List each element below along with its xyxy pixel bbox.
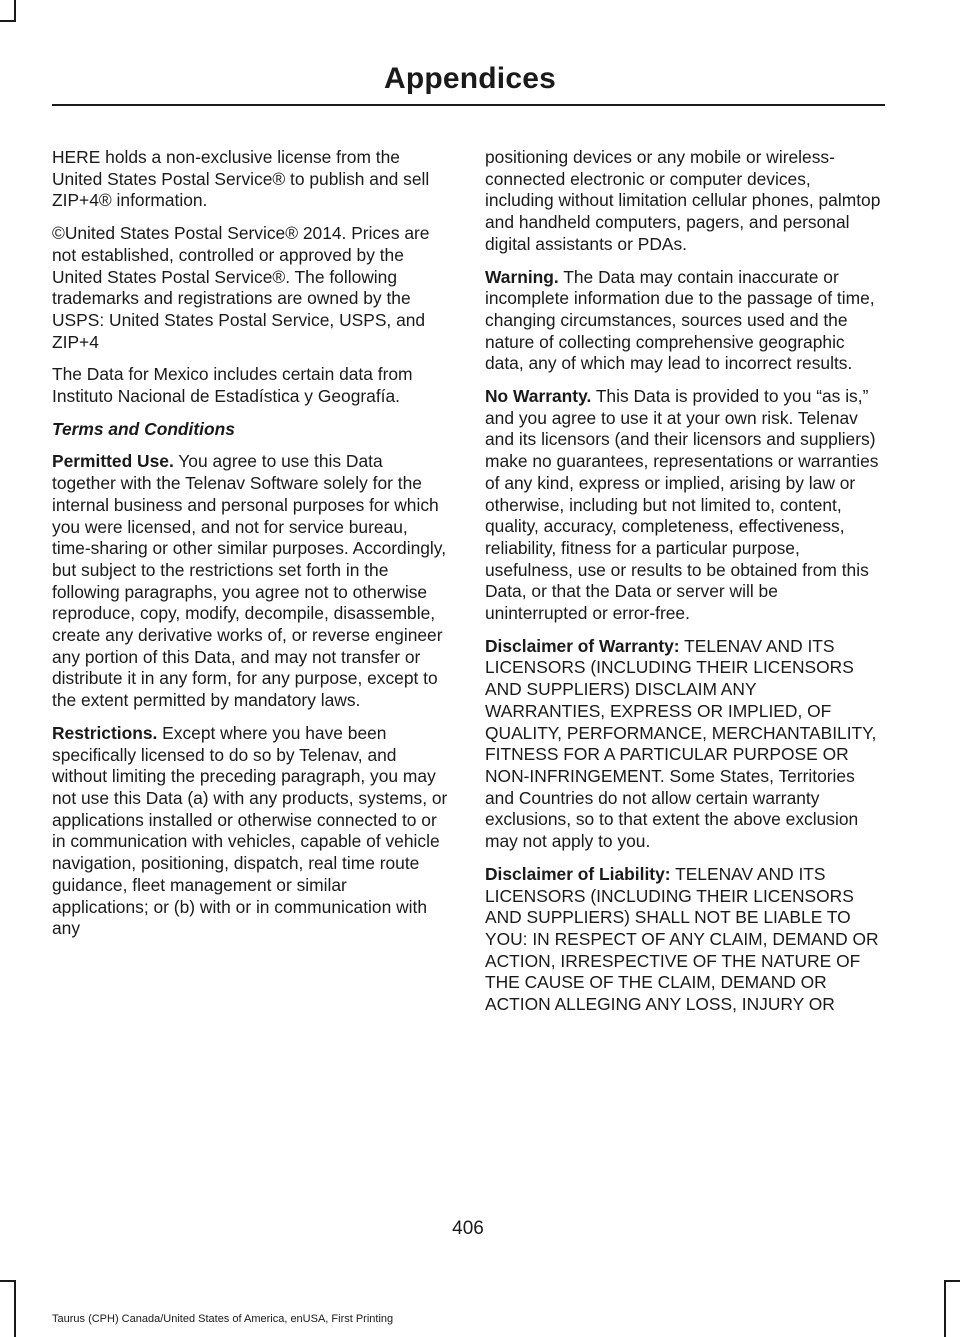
paragraph-lead: Restrictions. <box>52 722 158 743</box>
paragraph: The Data for Mexico includes certain data from Instituto Nacional de Estadística y Geografía. <box>52 364 413 407</box>
left-column <box>52 147 448 951</box>
paragraph-lead: Permitted Use. <box>52 451 174 472</box>
paragraph <box>52 723 448 940</box>
paragraph-body: You agree to use this Data together with the Telenav Software solely for the internal business and personal purposes for which you were licensed, and not for service bureau, time-sharing or other similar purposes. Accordingly, but subject to the restrictions set forth in the following paragraphs, you agree not to otherwise reproduce, copy, modify, decompile, disassemble, create any derivative works of, or reverse engineer any portion of this Data, and may not transfer or distribute it in any form, for any purpose, except to the extent permitted by mandatory laws. <box>52 451 447 711</box>
crop-mark <box>0 20 16 22</box>
paragraph-lead: Disclaimer of Liability: <box>485 863 671 884</box>
header-divider <box>52 104 885 106</box>
right-column <box>485 147 881 1027</box>
paragraph-body: TELENAV AND ITS LICENSORS (INCLUDING THEIR LICENSORS AND SUPPLIERS) DISCLAIM ANY WARRANTIES, EXPRESS OR IMPLIED, OF QUALITY, PERFORMANCE, MERCHANTABILITY, FITNESS FOR A PARTICULAR PURPOSE OR NON-INFRINGEMENT. Some States, Territories and Countries do not allow certain warranty exclusions, so to that extent the above exclusion may not apply to you. <box>485 635 877 852</box>
paragraph <box>485 636 881 853</box>
paragraph-body: Except where you have been specifically licensed to do so by Telenav, and without limiting the preceding paragraph, you may not use this Data (a) with any products, systems, or applications installed or otherwise connected to or in communication with vehicles, capable of vehicle navigation, positioning, dispatch, real time route guidance, fleet management or similar applications; or (b) with or in communication with any <box>52 722 448 939</box>
paragraph-lead: No Warranty. <box>485 386 592 407</box>
paragraph: HERE holds a non-exclusive license from the United States Postal Service® to publish and sell ZIP+4® information. <box>52 147 430 211</box>
crop-mark <box>944 1280 960 1282</box>
crop-mark <box>14 1280 16 1337</box>
paragraph <box>485 864 881 1016</box>
section-heading: Terms and Conditions <box>52 418 235 439</box>
page-number: 406 <box>452 1218 484 1239</box>
paragraph-body: The Data may contain inaccurate or incomplete information due to the passage of time, changing circumstances, sources used and the nature of collecting comprehensive geographic data, any of which may lead to incorrect results. <box>485 266 875 374</box>
paragraph <box>52 451 448 711</box>
paragraph-body: TELENAV AND ITS LICENSORS (INCLUDING THEIR LICENSORS AND SUPPLIERS) SHALL NOT BE LIABLE TO YOU: IN RESPECT OF ANY CLAIM, DEMAND OR ACTION, IRRESPECTIVE OF THE NATURE OF THE CAUSE OF THE CLAIM, DEMAND OR ACTION ALLEGING ANY LOSS, INJURY OR <box>485 863 879 1015</box>
paragraph: positioning devices or any mobile or wireless-connected electronic or computer devices, including without limitation cellular phones, palmtop and handheld computers, pagers, and personal digital assistants or PDAs. <box>485 147 881 254</box>
paragraph-body: This Data is provided to you “as is,” and you agree to use it at your own risk. Telenav and its licensors (and their licensors and suppliers) make no guarantees, representations or warranties of any kind, express or implied, arising by law or otherwise, including but not limited to, content, quality, accuracy, completeness, effectiveness, reliability, fitness for a particular purpose, usefulness, use or results to be obtained from this Data, or that the Data or server will be uninterrupted or error-free. <box>485 386 879 624</box>
paragraph: ©United States Postal Service® 2014. Prices are not established, controlled or approved by the United States Postal Service®. The following trademarks and registrations are owned by the USPS: United States Postal Service, USPS, and ZIP+4 <box>52 223 430 352</box>
footer-text: Taurus (CPH) Canada/United States of America, enUSA, First Printing <box>52 1313 394 1325</box>
crop-mark <box>14 0 16 22</box>
paragraph <box>485 267 881 376</box>
paragraph-lead: Warning. <box>485 266 559 287</box>
paragraph-lead: Disclaimer of Warranty: <box>485 635 680 656</box>
crop-mark <box>944 1280 946 1337</box>
paragraph <box>485 386 881 625</box>
crop-mark <box>0 1280 16 1282</box>
page-title: Appendices <box>383 62 556 95</box>
